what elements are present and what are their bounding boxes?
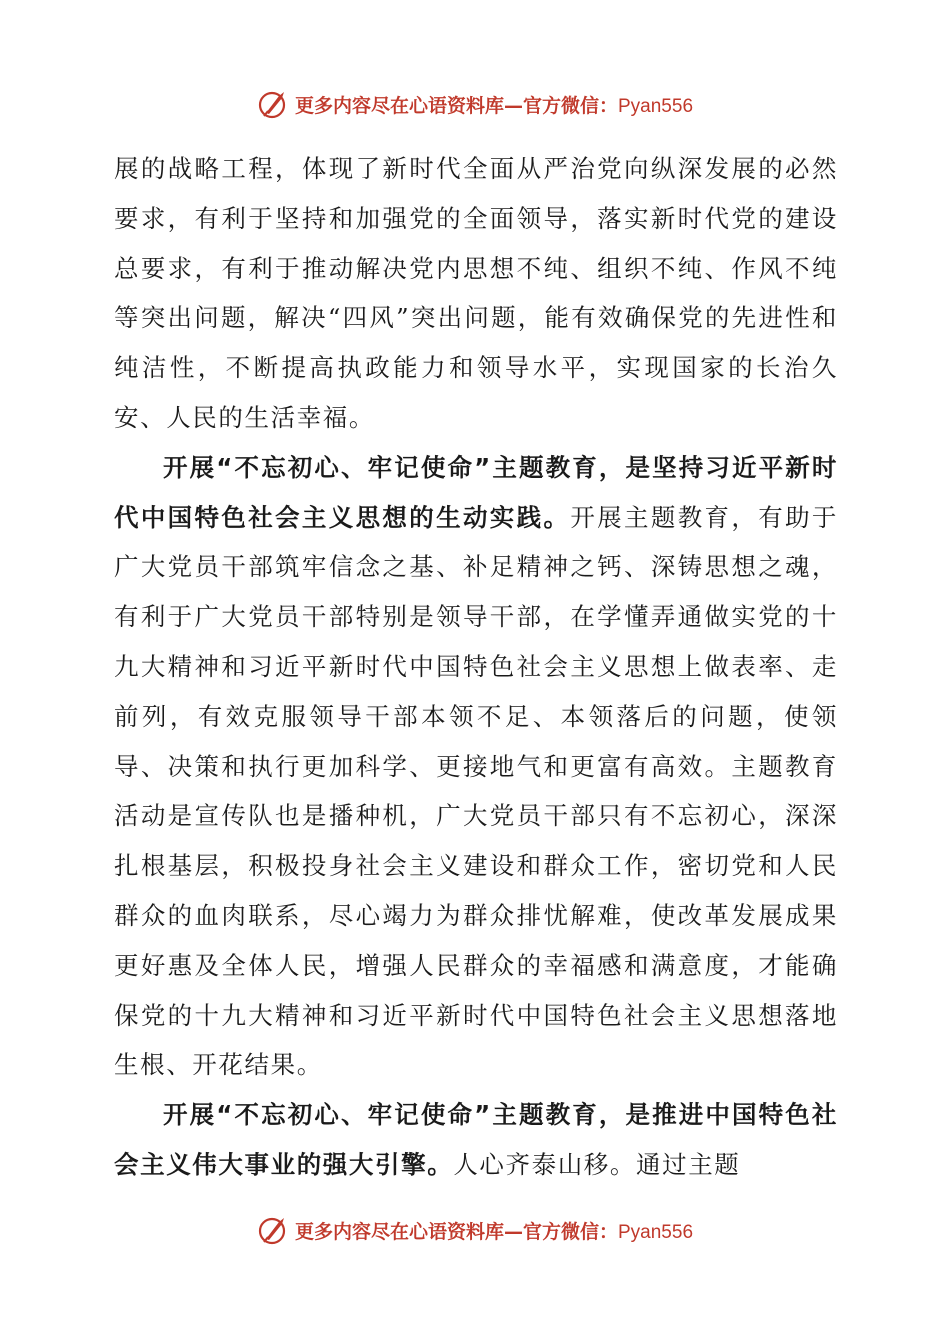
paragraph-3 (114, 1090, 838, 1190)
paragraph-3-text: 人心齐泰山移。通过主题 (453, 1149, 741, 1179)
quill-pen-icon (257, 87, 291, 121)
paragraph-1-text: 展的战略工程，体现了新时代全面从严治党向纵深发展的必然要求，有利于坚持和加强党的全面领导，落实新时代党的建设总要求，有利于推动解决党内思想不纯、组织不纯、作风不纯等突出问题，解决“四风”突出问题，能有效确保党的先进性和纯洁性，不断提高执政能力和领导水平，实现国家的长治久安、人民的生活幸福。 (114, 154, 838, 432)
paragraph-3-lead: 开展“不忘初心、牢记使命”主题教育，是推进中国特色社会主义伟大事业的强大引擎。 (114, 1100, 838, 1179)
paragraph-2 (114, 443, 838, 1090)
header-watermark (0, 84, 950, 124)
quill-pen-icon (257, 1213, 291, 1247)
document-body (114, 144, 838, 1190)
paragraph-2-text: 开展主题教育，有助于广大党员干部筑牢信念之基、补足精神之钙、深铸思想之魂，有利于广大党员干部特别是领导干部，在学懂弄通做实党的十九大精神和习近平新时代中国特色社会主义思想上做表率、走前列，有效克服领导干部本领不足、本领落后的问题，使领导、决策和执行更加科学、更接地气和更富有高效。主题教育活动是宣传队也是播种机，广大党员干部只有不忘初心，深深扎根基层，积极投身社会主义建设和群众工作，密切党和人民群众的血肉联系，尽心竭力为群众排忧解难，使改革发展成果更好惠及全体人民，增强人民群众的幸福感和满意度，才能确保党的十九大精神和习近平新时代中国特色社会主义思想落地生根、开花结果。 (114, 502, 839, 1080)
header-watermark-text: 更多内容尽在心语资料库—官方微信：Pyan556 (294, 94, 694, 117)
footer-watermark-text: 更多内容尽在心语资料库—官方微信：Pyan556 (294, 1220, 694, 1243)
paragraph-2-lead: 开展“不忘初心、牢记使命”主题教育，是坚持习近平新时代中国特色社会主义思想的生动实践。 (114, 452, 838, 532)
footer-watermark (0, 1210, 950, 1250)
paragraph-1 (114, 144, 838, 443)
